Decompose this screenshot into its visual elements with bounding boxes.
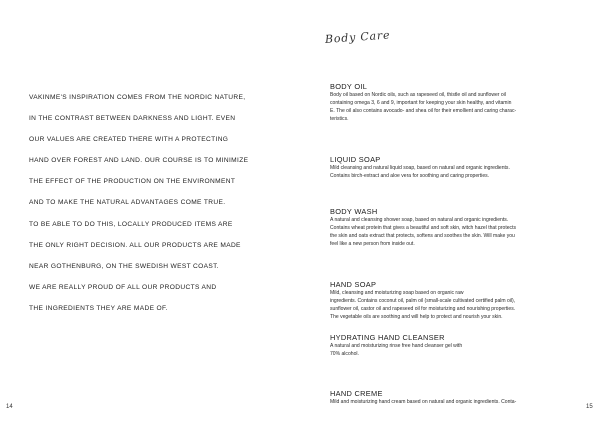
description-line: Contains wheat protein that gives a beautiful and soft skin, witch hazel that protects [330,224,517,231]
product-name: BODY OIL [330,82,368,91]
description-line: The vegetable oils are soothing and will help to protect and nourish your skin. [330,313,503,320]
product-name: LIQUID SOAP [330,155,381,164]
product-description [330,92,592,124]
description-line: ingredients. Contains coconut oil, palm oil (small-scale cultivated certified palm oil), [330,297,516,304]
description-line: teristics. [330,115,349,122]
brand-intro-text [29,87,279,319]
description-line: 70% alcohol. [330,350,359,357]
description-line: feel like a new person from inside out. [330,240,415,247]
intro-line: THE INGREDIENTS THEY ARE MADE OF. [29,304,168,312]
description-line: Contains birch-extract and aloe vera for soothing and caring properties. [330,172,490,179]
description-line: A natural and moisturizing rinse free hand cleanser gel with [330,343,463,349]
product-hand-soap [330,280,592,322]
description-line: containing omega 3, 6 and 9, important for keeping your skin healthy, and vitamin [330,99,512,106]
intro-line: IN THE CONTRAST BETWEEN DARKNESS AND LIGHT. EVEN [29,115,236,123]
product-description [330,290,592,322]
product-name: HYDRATING HAND CLEANSER [330,333,445,342]
product-name: BODY WASH [330,207,378,216]
section-title: Body Care [324,28,391,46]
description-line: Mild, cleansing and moisturizing soap based on organic raw [330,290,464,296]
intro-line: TO BE ABLE TO DO THIS, LOCALLY PRODUCED ITEMS ARE [29,220,233,228]
product-liquid-soap [330,155,592,181]
description-line: the skin and oats extract that protects, softens and soothes the skin. Will make you [330,232,515,239]
intro-line: NEAR GOTHENBURG, ON THE SWEDISH WEST COAST. [29,262,219,270]
description-line: A natural and cleansing shower soap, based on natural and organic ingredients. [330,217,509,223]
intro-line: THE EFFECT OF THE PRODUCTION ON THE ENVIRONMENT [29,178,236,186]
description-line: E. The oil also contains avocado- and shea oil for their emollient and caring charac- [330,107,517,114]
page-number-right: 15 [586,404,593,410]
product-name: HAND SOAP [330,280,377,289]
intro-line: VAKINME'S INSPIRATION COMES FROM THE NORDIC NATURE, [29,94,246,101]
description-line: Mild and moisturizing hand cream based on natural and organic ingredients. Conta- [330,399,517,405]
product-description [330,399,592,407]
product-description [330,217,592,249]
intro-line: AND TO MAKE THE NATURAL ADVANTAGES COME TRUE. [29,199,226,207]
product-description [330,343,592,359]
page-number-left: 14 [6,404,13,410]
intro-line: HAND OVER FOREST AND LAND. OUR COURSE IS TO MINIMIZE [29,157,249,165]
intro-line: OUR VALUES ARE CREATED THERE WITH A PROTECTING [29,136,229,144]
description-line: Mild cleansing and natural liquid soap, based on natural and organic ingredients. [330,165,510,171]
intro-line: THE ONLY RIGHT DECISION. ALL OUR PRODUCTS ARE MADE [29,241,241,249]
product-name: HAND CREME [330,389,383,398]
description-line: Body oil based on Nordic oils, such as rapeseed oil, thistle oil and sunflower oil [330,92,506,98]
right-page [300,0,600,424]
intro-line: WE ARE REALLY PROUD OF ALL OUR PRODUCTS AND [29,283,217,291]
product-hydrating-hand-cleanser [330,333,592,359]
description-line: sunflower oil, castor oil and rapeseed oil for moisturizing and nourishing properties. [330,305,516,312]
product-hand-creme [330,389,592,407]
product-body-wash [330,207,592,249]
product-body-oil [330,82,592,124]
product-description [330,165,592,181]
